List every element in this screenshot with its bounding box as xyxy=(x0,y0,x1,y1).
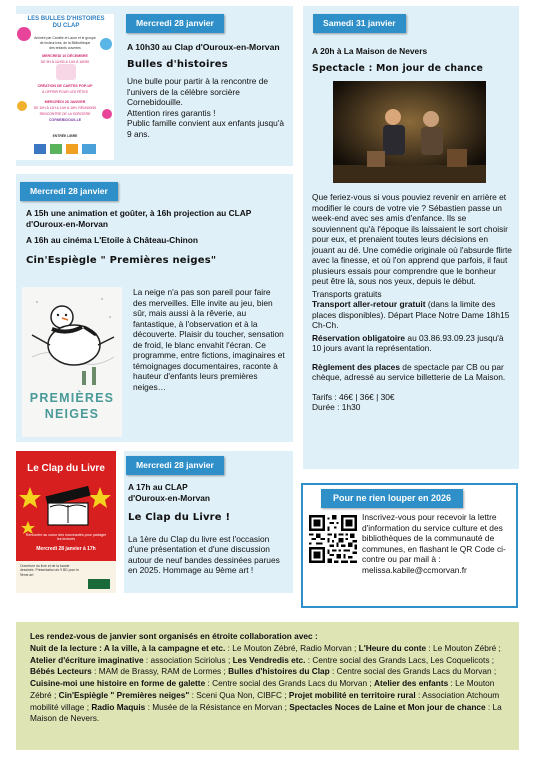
partner-event-name: Cuisine-moi une histoire en forme de galette xyxy=(30,678,206,689)
partner-names: La Maison de Nevers. xyxy=(30,701,502,724)
partner-sep: ; xyxy=(351,642,359,653)
bulles-poster-line: des enfants ouvertes xyxy=(49,46,81,50)
event4-body xyxy=(312,192,512,413)
newsletter-qr-code[interactable] xyxy=(309,515,357,563)
event3-description: La 1ère du Clap du livre est l'occasion d'une présentation et d'une discussion autour de neuf bandes dessinées parues en 2025. Hommage au 9ème art ! xyxy=(128,533,280,575)
bulles-poster-line: MERCREDI 28 JANVIER xyxy=(44,100,86,104)
partner-sep: ; xyxy=(367,678,374,689)
partner-sep: : xyxy=(225,642,233,653)
partner-sep: : xyxy=(189,689,197,700)
bulles-poster-line: MERCREDI 10 DÉCEMBRE xyxy=(42,54,88,58)
event4-title: Spectacle : Mon jour de chance xyxy=(312,63,483,74)
event4-duree: Durée : 1h30 xyxy=(312,402,361,412)
poster-title-premieres: PREMIÈRES xyxy=(29,391,115,405)
partner-event-name: Radio Maquis xyxy=(91,701,146,712)
event4-when-where: A 20h à La Maison de Nevers xyxy=(312,46,428,56)
event4-date-tag: Samedi 31 janvier xyxy=(313,14,406,33)
event4-tarifs: Tarifs : 46€ | 36€ | 30€ xyxy=(312,391,395,402)
poster-title-neiges: NEIGES xyxy=(44,407,100,421)
partner-sep: ; xyxy=(491,666,497,677)
bulles-poster-line: DE 10H À 11H & 14H À 16H, RÉUNIONS xyxy=(33,106,97,110)
partner-event-name: Nuit de la lecture : A la ville, à la campagne et etc. xyxy=(30,642,226,653)
event4-transport2-bold: Transport aller-retour gratuit xyxy=(312,299,426,309)
partner-sep: : xyxy=(485,701,493,712)
partner-sep: : xyxy=(329,666,337,677)
partner-sep: : xyxy=(143,654,151,665)
newsletter-text: Inscrivez-vous pour recevoir la lettre d'information du service culture et des bibliothèques de la communauté de communes, en flashant le QR Code ci-contre ou par mail à : xyxy=(362,512,506,564)
event4-transport1: Transports gratuits xyxy=(312,288,382,299)
partner-event-name: Bébés Lecteurs xyxy=(30,666,92,677)
partner-event-name: Cin'Espiègle " Premières neiges" xyxy=(58,689,190,700)
event1-text xyxy=(127,42,287,139)
bulles-poster-line: CRÉATION DE CARTES POP-UP xyxy=(37,84,93,88)
partner-names: Centre social des Grands Lacs du Morvan xyxy=(212,678,368,689)
event2-title: Cin'Espiègle " Premières neiges" xyxy=(26,254,217,266)
partner-event-name: Atelier des enfants xyxy=(373,678,449,689)
partner-names: association Sciriolus xyxy=(150,654,226,665)
partner-event-name: Bulles d'histoires du Clap xyxy=(228,666,330,677)
event2-description: La neige n'a pas son pareil pour faire des merveilles. Elle invite au jeu, bien sûr, mais aussi à la rêverie, au fantastique, à l'observation et à la découverte. Plaisir du toucher, sensation de froid, le blanc envahit l'écran. Ce programme, entre fictions, imaginaires et témoignages documentaires, raconte à hauteur d'enfants leurs premières neiges… xyxy=(133,287,285,392)
clap-poster-date: Mercredi 28 janvier à 17h xyxy=(36,546,96,552)
event4-payment-rest: de spectacle par CB ou par chèque, adressé au service billetterie de La Maison. xyxy=(312,361,506,382)
event1-title: Bulles d'histoires xyxy=(127,58,228,70)
event1-date-tag: Mercredi 28 janvier xyxy=(126,14,224,33)
partner-sep: ; xyxy=(51,689,59,700)
event3-text xyxy=(128,482,288,576)
partner-names: Association Atchoum mobilité village xyxy=(30,689,500,712)
partner-names: Le Mouton Zébré, Radio Morvan xyxy=(232,642,352,653)
partner-sep: : xyxy=(305,654,313,665)
event3-where: d'Ouroux-en-Morvan xyxy=(128,492,211,503)
partner-sep: ; xyxy=(225,654,233,665)
event4-payment xyxy=(312,362,512,383)
partner-event-name: Les Vendredis etc. xyxy=(232,654,306,665)
partner-sep: ; xyxy=(489,654,495,665)
partner-event-name: L'Heure du conte xyxy=(358,642,427,653)
event3-when: A 17h au CLAP xyxy=(128,482,188,492)
bulles-poster-title: LES BULLES D'HISTOIRES DU CLAP xyxy=(27,16,105,29)
clap-du-livre-poster xyxy=(16,451,116,593)
event4-transport2 xyxy=(312,299,512,331)
event4-description: Que feriez-vous si vous pouviez revenir en arrière et modifier le cours de votre vie ? Sébastien passe un week-end avec ses amis d'enfance. Ils se souviennent qu'à l'époque ils laissaient le sort choisir pour eux, et prenaient toutes leurs décisions en jouant au dé. Une comédie originale où l'absurde flirte avec la finesse, et où l'on apprend que parfois, il faut plusieurs essais pour comprendre que le bonheur peut être là, sous nos yeux, depuis le début. xyxy=(312,192,512,286)
partner-names: Centre social des Grands Lacs du Morvan xyxy=(336,666,492,677)
spectacle-photo xyxy=(333,81,486,183)
qr-code-icon xyxy=(309,515,357,563)
event1-when-where: A 10h30 au Clap d'Ouroux-en-Morvan xyxy=(127,42,280,52)
partner-names: Le Mouton Zébré xyxy=(433,642,497,653)
event1-note2: Public famille convient aux enfants jusqu'à 9 ans. xyxy=(127,118,285,139)
event2-line2: A 16h au cinéma L'Etoile à Château-Chinon xyxy=(26,235,199,245)
partner-sep: : xyxy=(426,642,434,653)
partner-sep: ; xyxy=(282,701,290,712)
event3-date-tag: Mercredi 28 janvier xyxy=(126,456,224,475)
newsletter-title: Pour ne rien louper en 2026 xyxy=(321,489,463,508)
partner-sep: ; xyxy=(221,666,229,677)
partner-names: Musée de la Résistance en Morvan xyxy=(152,701,283,712)
partner-names: MAM de Brassy, RAM de Lormes xyxy=(98,666,222,677)
partner-sep: : xyxy=(448,678,456,689)
partner-sep: : xyxy=(91,666,99,677)
partner-sep: ; xyxy=(84,701,92,712)
event4-payment-bold: Règlement des places xyxy=(312,361,400,372)
event3-title: Le Clap du Livre ! xyxy=(128,512,231,523)
partner-sep: : xyxy=(415,689,423,700)
event4-reservation xyxy=(312,333,512,354)
event1-note1: Attention rires garantis ! xyxy=(127,107,216,118)
bulles-poster xyxy=(16,14,114,160)
premieres-neiges-poster xyxy=(22,287,122,437)
clap-poster-subtitle: Rencontre au coeur des nouveautés pour partager les lectures xyxy=(25,533,107,542)
clap-poster-title: Le Clap du Livre xyxy=(27,463,105,474)
bulles-poster-line: RENCONTRE DE LA SORCIÈRE xyxy=(39,112,91,116)
partner-names: Le Mouton Zébré xyxy=(30,678,495,700)
event2-date-tag: Mercredi 28 janvier xyxy=(20,182,118,201)
partner-event-name: Spectacles Noces de Laine et Mon jour de chance xyxy=(289,701,486,712)
partners-footer xyxy=(16,622,519,750)
bulles-poster-line: ENTRÉE LIBRE xyxy=(52,134,78,138)
partner-sep: : xyxy=(145,701,153,712)
partner-sep: ; xyxy=(496,642,501,653)
stage-photo-illustration xyxy=(333,81,486,183)
event1-description: Une bulle pour partir à la rencontre de l'univers de la célèbre sorcière Cornebidouille. xyxy=(127,76,269,108)
event4-reservation-rest: au 03.86.93.09.23 jusqu'à 10 jours avant la représentation. xyxy=(312,332,504,353)
bulles-poster-line: DE 9H À 11H30 & 14H À 16H30 xyxy=(40,60,90,64)
event4-transport2-rest: (dans la limite des places disponibles). Départ Place Notre Dame 18h15 Ch-Ch. xyxy=(312,299,510,330)
bulles-poster-line: Animée par Camille et Laure et le groupe xyxy=(34,36,96,40)
partner-names: Centre social des Grands Lacs, Les Coquelicots xyxy=(312,654,490,665)
partner-event-name: Atelier d'écriture imaginative xyxy=(30,654,144,665)
partner-event-name: Projet mobilité en territoire rural xyxy=(288,689,416,700)
bulles-poster-line: À OFFRIR POUR LES FÊTES xyxy=(42,90,88,94)
clap-poster-footer: Ouverture du livre et de la bande dessinée. Présentation de 9 BD pour le 9ème art xyxy=(20,564,79,577)
footer-partners-list xyxy=(30,643,505,725)
partner-names: Sceni Qua Non, CIBFC xyxy=(196,689,282,700)
bulles-poster-line: CORNEBIDOUILLE xyxy=(48,118,82,122)
event2-line1: A 15h une animation et goûter, à 16h projection au CLAP d'Ouroux-en-Morvan xyxy=(26,208,252,229)
partner-sep: ; xyxy=(281,689,289,700)
event2-header xyxy=(26,208,288,267)
newsletter-email[interactable]: melissa.kabile@ccmorvan.fr xyxy=(362,564,467,575)
partner-sep: : xyxy=(205,678,213,689)
footer-heading: Les rendez-vous de janvier sont organisés en étroite collaboration avec : xyxy=(30,631,318,641)
newsletter-text-block xyxy=(362,512,512,575)
bulles-poster-line: de lecteur.ices, de la Bibliothèque xyxy=(39,41,91,45)
event4-reservation-bold: Réservation obligatoire xyxy=(312,332,406,343)
